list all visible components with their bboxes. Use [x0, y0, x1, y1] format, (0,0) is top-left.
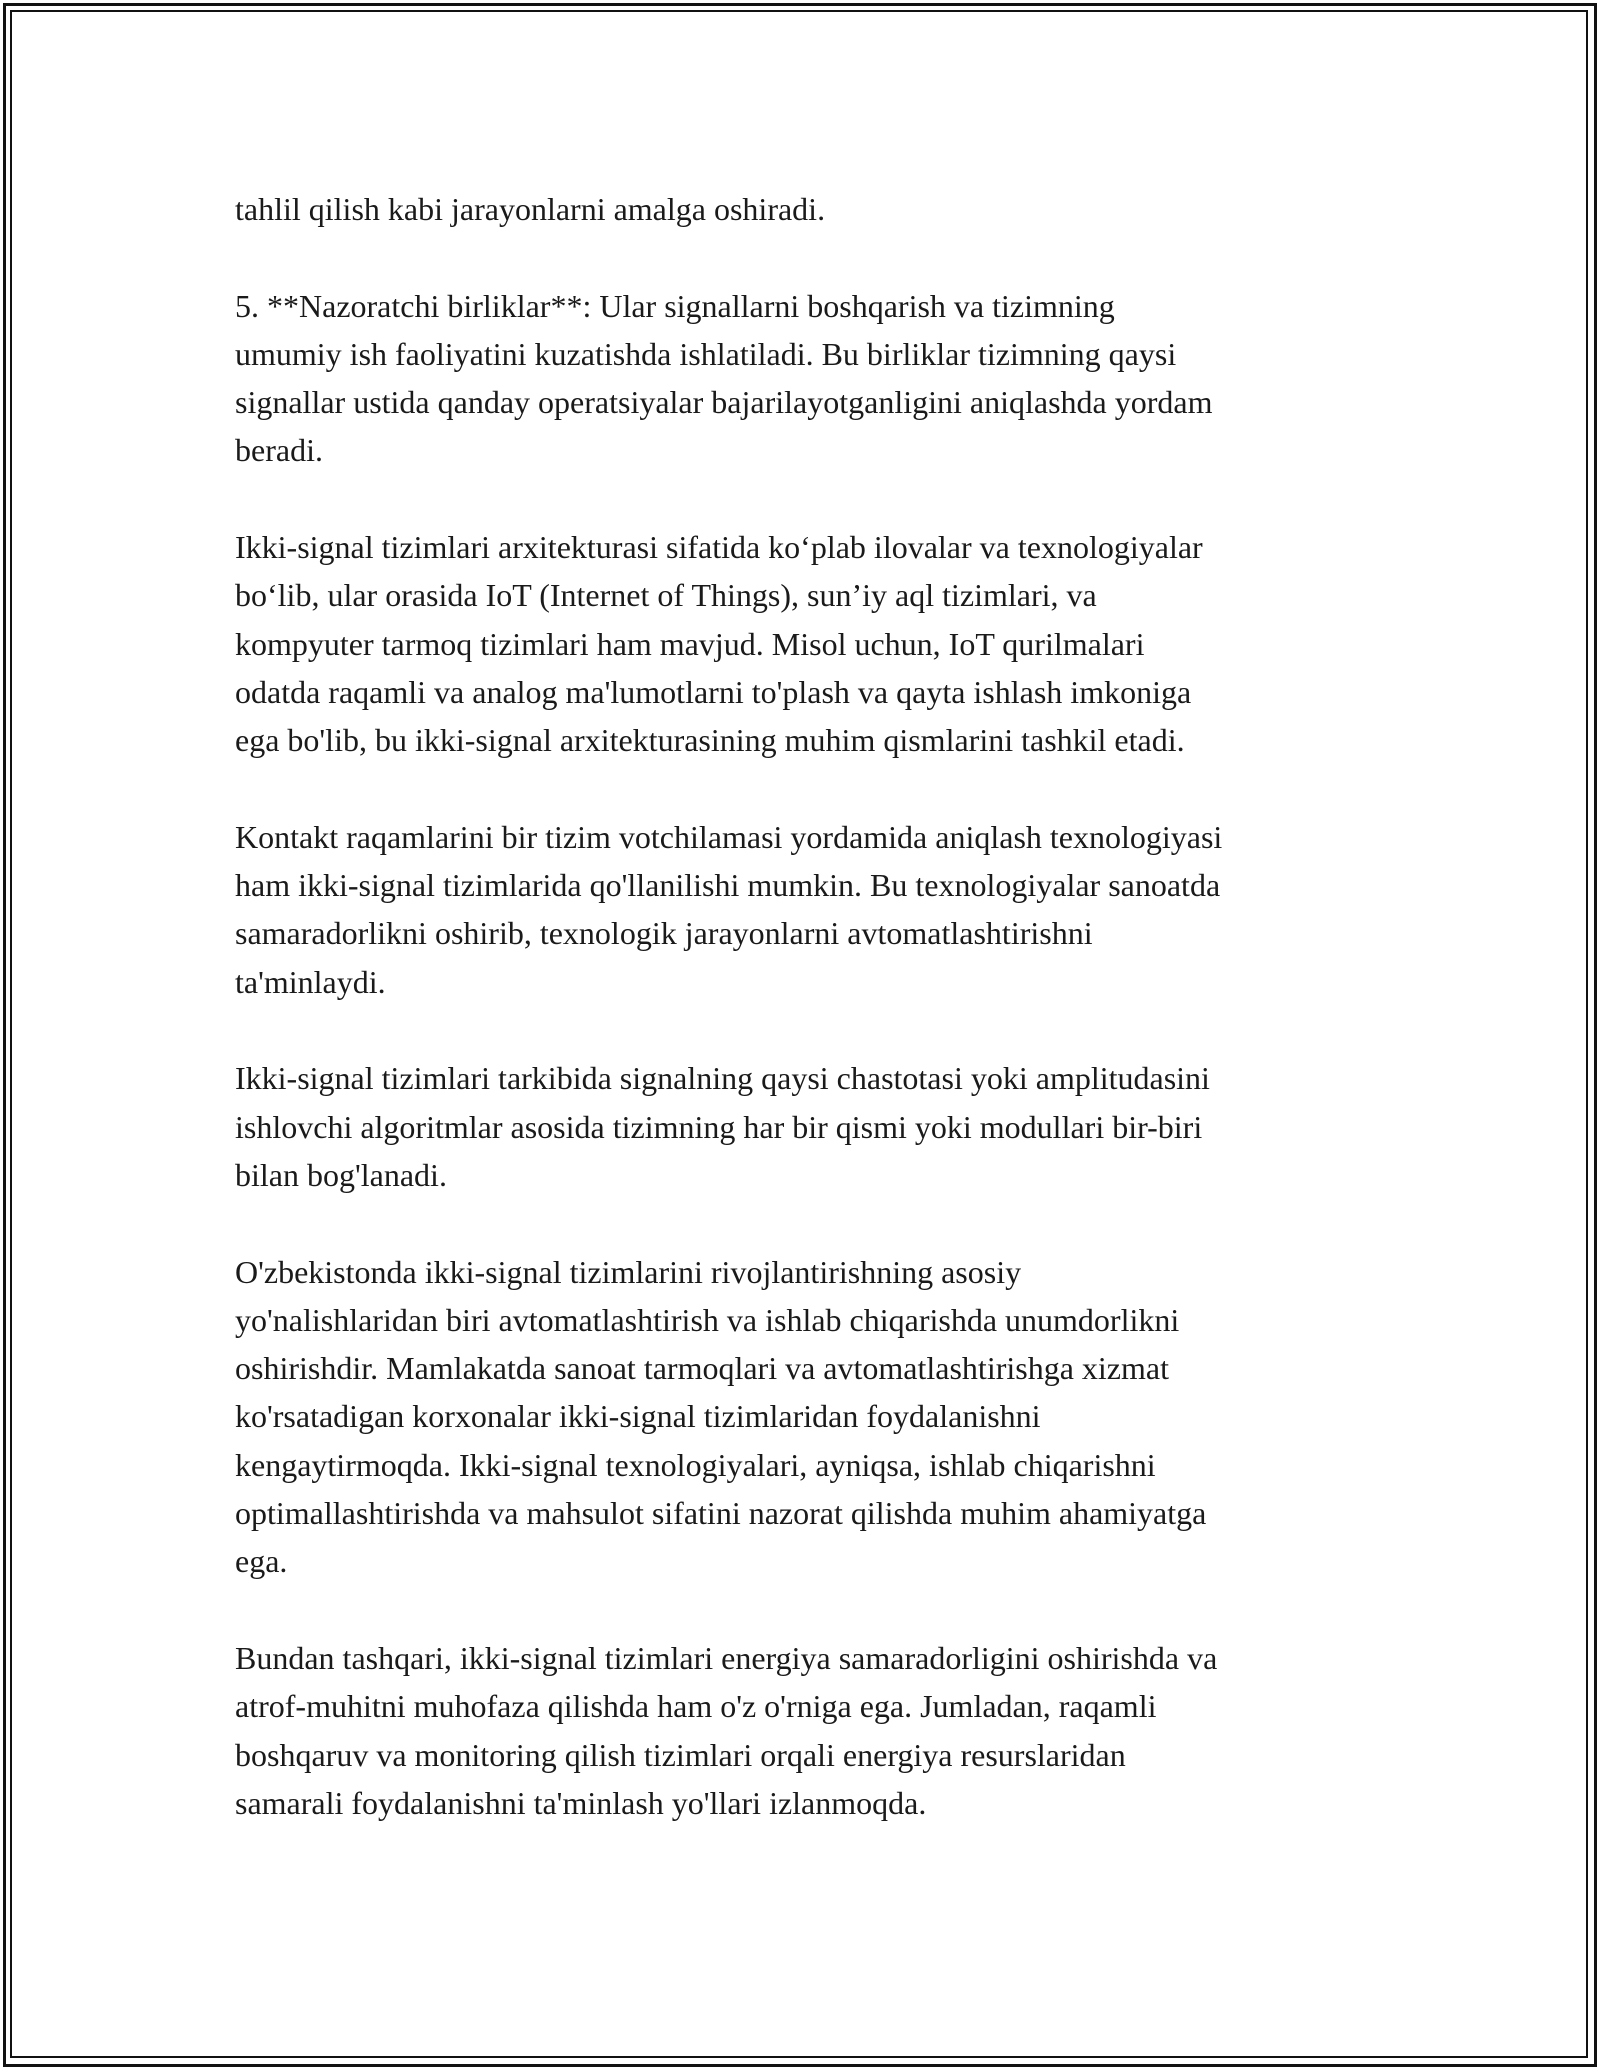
document-body — [235, 185, 1395, 1875]
paragraph: Kontakt raqamlarini bir tizim votchilamasi yordamida aniqlash texnologiyasi ham ikki-signal tizimlarida qo'llanilishi mumkin. Bu texnologiyalar sanoatda samaradorlikni oshirib, texnologik jarayonlarni avtomatlashtirishni ta'minlaydi. — [235, 818, 1223, 1000]
paragraph: Ikki-signal tizimlari tarkibida signalning qaysi chastotasi yoki amplitudasini ishlovchi algoritmlar asosida tizimning har bir qismi yoki modullari bir-biri bilan bog'lanadi. — [235, 1060, 1210, 1193]
paragraph: tahlil qilish kabi jarayonlarni amalga oshiradi. — [235, 191, 826, 227]
paragraph: O'zbekistonda ikki-signal tizimlarini rivojlantirishning asosiy yo'nalishlaridan biri avtomatlashtirish va ishlab chiqarishda unumdorlikni oshirishdir. Mamlakatda sanoat tarmoqlari va avtomatlashtirishga xizmat ko'rsatadigan korxonalar ikki-signal tizimlaridan foydalanishni kengaytirmoqda. Ikki-signal texnologiyalari, ayniqsa, ishlab chiqarishni optimallashtirishda va mahsulot sifatini nazorat qilishda muhim ahamiyatga ega. — [235, 1253, 1207, 1580]
paragraph: 5. **Nazoratchi birliklar**: Ular signallarni boshqarish va tizimning umumiy ish faoliyatini kuzatishda ishlatiladi. Bu birliklar tizimning qaysi signallar ustida qanday operatsiyalar bajarilayotganligini aniqlashda yordam beradi. — [235, 287, 1213, 469]
paragraph: Bundan tashqari, ikki-signal tizimlari energiya samaradorligini oshirishda va atrof-muhitni muhofaza qilishda ham o'z o'rniga ega. Jumladan, raqamli boshqaruv va monitoring qilish tizimlari orqali energiya resurslaridan samarali foydalanishni ta'minlash yo'llari izlanmoqda. — [235, 1639, 1218, 1821]
paragraph: Ikki-signal tizimlari arxitekturasi sifatida ko‘plab ilovalar va texnologiyalar bo‘lib, ular orasida IoT (Internet of Things), sun’iy aql tizimlari, va kompyuter tarmoq tizimlari ham mavjud. Misol uchun, IoT qurilmalari odatda raqamli va analog ma'lumotlarni to'plash va qayta ishlash imkoniga ega bo'lib, bu ikki-signal arxitekturasining muhim qismlarini tashkil etadi. — [235, 529, 1203, 759]
